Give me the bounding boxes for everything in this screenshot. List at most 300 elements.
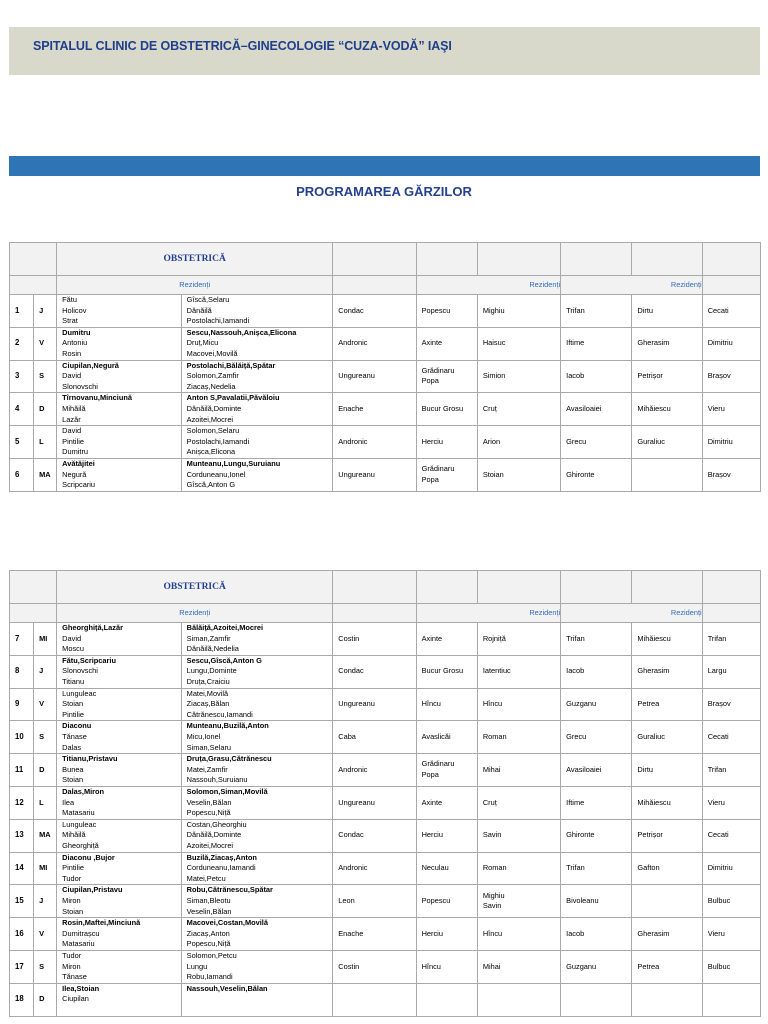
name-line: Moscu [62,644,84,654]
duty-cell-c4 [416,655,477,688]
duty-cell-c3 [333,327,416,360]
cell-text: Roman [482,731,507,741]
name-line: Mihăilă [62,830,86,840]
name-line: Ziacaș,Anton [186,928,230,938]
cell-text: Iacob [566,928,585,938]
table-row [10,950,761,983]
header-blank [10,276,57,295]
duty-cell-c5 [477,393,560,426]
duty-cell-c4 [416,950,477,983]
residents-cell [181,327,333,360]
name-line: Munteanu,Lungu,Suruianu [186,458,281,468]
section-label-obstetrica: OBSTETRICĂ [57,243,333,276]
cell-text: Mihăiescu [637,633,671,643]
header-blank [702,243,760,276]
cell-text: Roman [482,863,507,873]
header-blank [416,571,477,604]
residents-cell [181,360,333,393]
rezidenti-label: Rezidenți [561,276,703,295]
duty-cell-c8 [702,623,760,656]
header-blank [333,571,416,604]
name-line: Diaconu ,Bujor [62,852,115,862]
residents-cell [181,393,333,426]
name-line: Miron [62,961,81,971]
name-line: Gheorghiță,Lazăr [62,623,123,632]
duty-cell-c7 [632,327,702,360]
cell-text: Rojniță [482,633,506,643]
name-line: Miron [62,895,81,905]
cell-text: Haisuc [482,338,506,348]
name-line: Lungu,Dominte [186,666,237,676]
duty-cell-c6 [561,754,632,787]
duty-cell-c7 [632,754,702,787]
weekday: S [34,950,57,983]
cell-text: Iatentiuc [482,666,511,676]
day-number: 4 [10,393,34,426]
weekday: V [34,918,57,951]
name-line: Slonovschi [62,381,98,391]
weekday: S [34,360,57,393]
name-line [62,1005,180,1016]
day-number: 5 [10,426,34,459]
cell-text: Bucur Grosu [421,403,464,413]
name-line: Holicov [62,305,87,315]
duty-cell-c5 [477,950,560,983]
day-number: 13 [10,819,34,852]
duty-cell-c5 [477,983,560,1016]
duty-cell-c8 [702,918,760,951]
duty-cell-c5 [477,885,560,918]
name-line: Veselin,Bălan [186,906,232,916]
rezidenti-label: Rezidenți [561,604,703,623]
weekday: J [34,295,57,328]
cell-text: Andronic [338,338,368,348]
cell-text: Hîncu [482,699,503,709]
table-row [10,688,761,721]
duty-cell-c5 [477,688,560,721]
name-line: Slonovschi [62,666,98,676]
cell-text: Mihăiescu [637,403,671,413]
name-line: Siman,Zamfir [186,633,231,643]
table-row [10,327,761,360]
duty-cell-c7 [632,819,702,852]
cell-text: Petrișor [637,371,663,381]
cell-text: Iacob [566,666,585,676]
duty-cell-c6 [561,721,632,754]
name-line: Bunea [62,764,84,774]
duty-cell-c4 [416,983,477,1016]
name-line: Corduneanu,Iamandi [186,863,256,873]
duty-cell-c6 [561,918,632,951]
attending-cell [57,950,181,983]
duty-cell-c3 [333,623,416,656]
duty-cell-c8 [702,950,760,983]
name-line: Negură [62,469,87,479]
name-line: Lazăr [62,414,81,424]
duty-cell-c4 [416,819,477,852]
day-number: 6 [10,458,34,491]
name-line: Veselin,Bălan [186,797,232,807]
day-number: 12 [10,786,34,819]
cell-text: Dirtu [637,305,654,315]
residents-cell [181,950,333,983]
duty-cell-c3 [333,721,416,754]
cell-text: Costin [338,633,360,643]
duty-cell-c7 [632,688,702,721]
day-number: 16 [10,918,34,951]
duty-cell-c5 [477,458,560,491]
name-line: Dalas [62,742,82,752]
duty-cell-c7 [632,360,702,393]
name-line: Postolachi,Iamandi [186,316,250,326]
header-blank [10,243,57,276]
name-line: Ziacaș,Nedelia [186,381,236,391]
day-number: 1 [10,295,34,328]
residents-cell [181,754,333,787]
duty-cell-c5 [477,852,560,885]
cell-text: Gherasim [637,338,670,348]
cell-text: Trifan [566,863,585,873]
name-line: Antoniu [62,338,88,348]
name-line: Mihăilă [62,403,86,413]
weekday: D [34,983,57,1016]
cell-text: Arion [482,436,501,446]
day-number: 8 [10,655,34,688]
cell-text: Avasiloaiei [566,764,602,774]
duty-cell-c6 [561,852,632,885]
duty-cell-c6 [561,786,632,819]
residents-cell [181,458,333,491]
name-line: Rosin [62,348,82,358]
duty-cell-c4 [416,623,477,656]
name-line: Popescu,Niță [186,939,231,949]
rezidenti-label: Rezidenți [57,604,333,623]
weekday: MA [34,819,57,852]
cell-text: Cecati [707,830,729,840]
name-line: Druța,Grasu,Cătrănescu [186,754,272,764]
duty-cell-c3 [333,426,416,459]
name-line: Gheorghiță [62,840,99,850]
name-line: Anton S,Pavalatii,Păvăloiu [186,393,280,403]
duty-cell-c8 [702,393,760,426]
weekday: L [34,426,57,459]
cell-text: Petrea [637,699,660,709]
duty-cell-c8 [702,786,760,819]
name-line: Postolachi,Iamandi [186,436,250,446]
duty-cell-c5 [477,721,560,754]
cell-text: Leon [338,895,355,905]
name-line [187,1005,333,1016]
cell-text: Brașov [707,371,731,381]
name-line: Lunguleac [62,688,97,698]
attending-cell [57,295,181,328]
name-line: Matei,Movilă [186,688,229,698]
name-line: Tudor [62,873,82,883]
name-line: David [62,426,82,436]
name-line: Munteanu,Buzilă,Anton [186,721,269,731]
cell-text: Ungureanu [338,699,375,709]
cell-text: Simion [482,371,506,381]
header-blank [416,243,477,276]
cell-text: Enache [338,403,364,413]
cell-text: Mihai [482,764,501,774]
duty-cell-c4 [416,458,477,491]
name-line: Ciupilan,Negură [62,360,119,370]
cell-text: Stoian [482,469,504,479]
attending-cell [57,721,181,754]
weekday: J [34,655,57,688]
cell-text: Hîncu [421,961,441,971]
cell-text: Andronic [338,436,368,446]
weekday: MI [34,852,57,885]
duty-cell-c3 [333,786,416,819]
day-number: 14 [10,852,34,885]
residents-cell [181,885,333,918]
name-line: Stoian [62,775,84,785]
duty-cell-c4 [416,885,477,918]
duty-cell-c8 [702,360,760,393]
duty-cell-c8 [702,426,760,459]
cell-text: Cecati [707,731,729,741]
name-line: Druța,Craiciu [186,676,230,686]
name-line: Solomon,Selaru [186,426,240,436]
day-number: 17 [10,950,34,983]
duty-cell-c8 [702,327,760,360]
cell-text: Ungureanu [338,797,375,807]
name-line: Gîscă,Anton G [186,480,236,490]
header-blank [333,243,416,276]
cell-text: Grădinaru Popa [421,464,455,484]
name-line: Ciupilan,Pristavu [62,885,123,895]
cell-text: Grădinaru Popa [421,759,455,780]
cell-text: Trifan [707,764,727,774]
header-blank [561,571,632,604]
duty-cell-c7 [632,885,702,918]
duty-cell-c3 [333,950,416,983]
name-line: Solomon,Zamfir [186,371,239,381]
cell-text: Iftime [566,338,585,348]
name-line: Azoitei,Mocrei [186,840,234,850]
attending-cell [57,327,181,360]
cell-text: Guraliuc [637,436,665,446]
duty-cell-c4 [416,688,477,721]
duty-cell-c5 [477,426,560,459]
cell-text: Iftime [566,797,585,807]
name-line: Pintilie [62,863,84,873]
name-line: Titianu [62,676,85,686]
header-blank [632,571,702,604]
cell-text: Caba [338,731,356,741]
duty-cell-c8 [702,885,760,918]
cell-text: Andronic [338,764,368,774]
rezidenti-label: Rezidenți [416,604,561,623]
name-line: Avătăjitei [62,458,95,468]
cell-text: Trifan [566,305,585,315]
name-line: Macovei,Movilă [186,348,238,358]
cell-text: Brașov [707,469,731,479]
header-blank [702,604,760,623]
cell-text: Gherasim [637,928,670,938]
name-line: Dănăilă,Dominte [186,403,242,413]
attending-cell [57,819,181,852]
cell-text: Vieru [707,928,725,938]
duty-cell-c3 [333,393,416,426]
duty-cell-c3 [333,819,416,852]
residents-cell [181,721,333,754]
cell-text: Enache [338,928,364,938]
duty-cell-c8 [702,754,760,787]
day-number: 15 [10,885,34,918]
duty-cell-c3 [333,918,416,951]
cell-text: Axinte [421,338,443,348]
duty-cell-c6 [561,950,632,983]
attending-cell [57,458,181,491]
duty-cell-c4 [416,852,477,885]
name-line: Ilea [62,797,75,807]
weekday: V [34,688,57,721]
cell-text: Mihăiescu [637,797,671,807]
duty-cell-c6 [561,983,632,1016]
name-line: Dumitrașcu [62,928,100,938]
attending-cell [57,393,181,426]
schedule-table-2 [9,570,761,1017]
residents-cell [181,295,333,328]
day-number: 2 [10,327,34,360]
residents-cell [181,655,333,688]
table-row [10,819,761,852]
duty-cell-c6 [561,885,632,918]
cell-text: Andronic [338,863,368,873]
duty-cell-c8 [702,458,760,491]
duty-cell-c6 [561,458,632,491]
table-row [10,426,761,459]
name-line: Matasariu [62,808,95,818]
name-line: Dănăilă,Nedelia [186,644,239,654]
cell-text: Dimitriu [707,338,733,348]
cell-text: Grecu [566,436,587,446]
duty-cell-c4 [416,754,477,787]
duty-cell-c6 [561,655,632,688]
cell-text: Hîncu [421,699,441,709]
cell-text: Mighiu Savin [482,890,505,911]
duty-cell-c5 [477,754,560,787]
cell-text: Popescu [421,895,451,905]
duty-cell-c3 [333,360,416,393]
weekday: S [34,721,57,754]
name-line: Pintilie [62,709,84,719]
header-blank [702,276,760,295]
duty-cell-c8 [702,655,760,688]
page-title: PROGRAMAREA GĂRZILOR [296,184,472,199]
duty-cell-c7 [632,983,702,1016]
name-line: Fătu [62,295,77,304]
duty-cell-c3 [333,688,416,721]
day-number: 9 [10,688,34,721]
name-line: Sescu,Nassouh,Anișca,Elicona [186,327,297,337]
header-blank [561,243,632,276]
duty-cell-c6 [561,688,632,721]
cell-text: Condac [338,666,364,676]
header-blank [333,276,416,295]
duty-cell-c6 [561,393,632,426]
cell-text: Mighiu [482,305,505,315]
name-line: Lunguleac [62,819,97,829]
attending-cell [57,655,181,688]
name-line: Azoitei,Mocrei [186,414,234,424]
weekday: MA [34,458,57,491]
duty-cell-c6 [561,327,632,360]
duty-cell-c6 [561,819,632,852]
duty-cell-c6 [561,295,632,328]
table-row [10,458,761,491]
table-row [10,918,761,951]
name-line: Strat [62,316,78,326]
cell-text: Hîncu [482,928,503,938]
name-line: Nassouh,Suruianu [186,775,248,785]
duty-cell-c8 [702,295,760,328]
cell-text: Gafton [637,863,660,873]
name-line: Fătu,Scripcariu [62,655,116,665]
cell-text: Cruț [482,797,497,807]
name-line: Rosin,Maftei,Minciună [62,918,141,928]
rezidenti-label: Rezidenți [57,276,333,295]
duty-cell-c5 [477,327,560,360]
name-line: Macovei,Costan,Movilă [186,918,268,928]
day-number: 18 [10,983,34,1016]
day-number: 11 [10,754,34,787]
weekday: D [34,754,57,787]
cell-text: Brașov [707,699,731,709]
header-blank [477,571,560,604]
table-row [10,655,761,688]
residents-cell [181,983,333,1016]
name-line: Druț,Micu [186,338,219,348]
duty-cell-c8 [702,852,760,885]
weekday: J [34,885,57,918]
name-line: Robu,Iamandi [186,972,233,982]
residents-cell [181,623,333,656]
name-line: Tîrnovanu,Minciună [62,393,132,403]
name-line: Tudor [62,950,82,960]
cell-text: Avaslicăi [421,731,451,741]
cell-text: Gherasim [637,666,670,676]
name-line: Titianu,Pristavu [62,754,118,764]
hospital-header [9,27,760,75]
duty-cell-c4 [416,721,477,754]
cell-text: Condac [338,305,364,315]
cell-text: Avasiloaiei [566,403,602,413]
duty-cell-c8 [702,983,760,1016]
duty-cell-c7 [632,852,702,885]
cell-text: Condac [338,830,364,840]
duty-cell-c7 [632,786,702,819]
name-line: Micu,Ionel [186,731,221,741]
cell-text: Guzganu [566,961,597,971]
name-line: Nassouh,Veselin,Bălan [186,983,268,993]
duty-cell-c5 [477,655,560,688]
cell-text: Mihai [482,961,501,971]
name-line: Cătrănescu,Iamandi [186,709,253,719]
name-line: David [62,371,82,381]
table-row [10,754,761,787]
table-row [10,295,761,328]
cell-text: Trifan [707,633,727,643]
table-row [10,786,761,819]
header-blank [477,243,560,276]
name-line: Corduneanu,Ionel [186,469,246,479]
cell-text: Popescu [421,305,451,315]
cell-text: Bulbuc [707,895,731,905]
